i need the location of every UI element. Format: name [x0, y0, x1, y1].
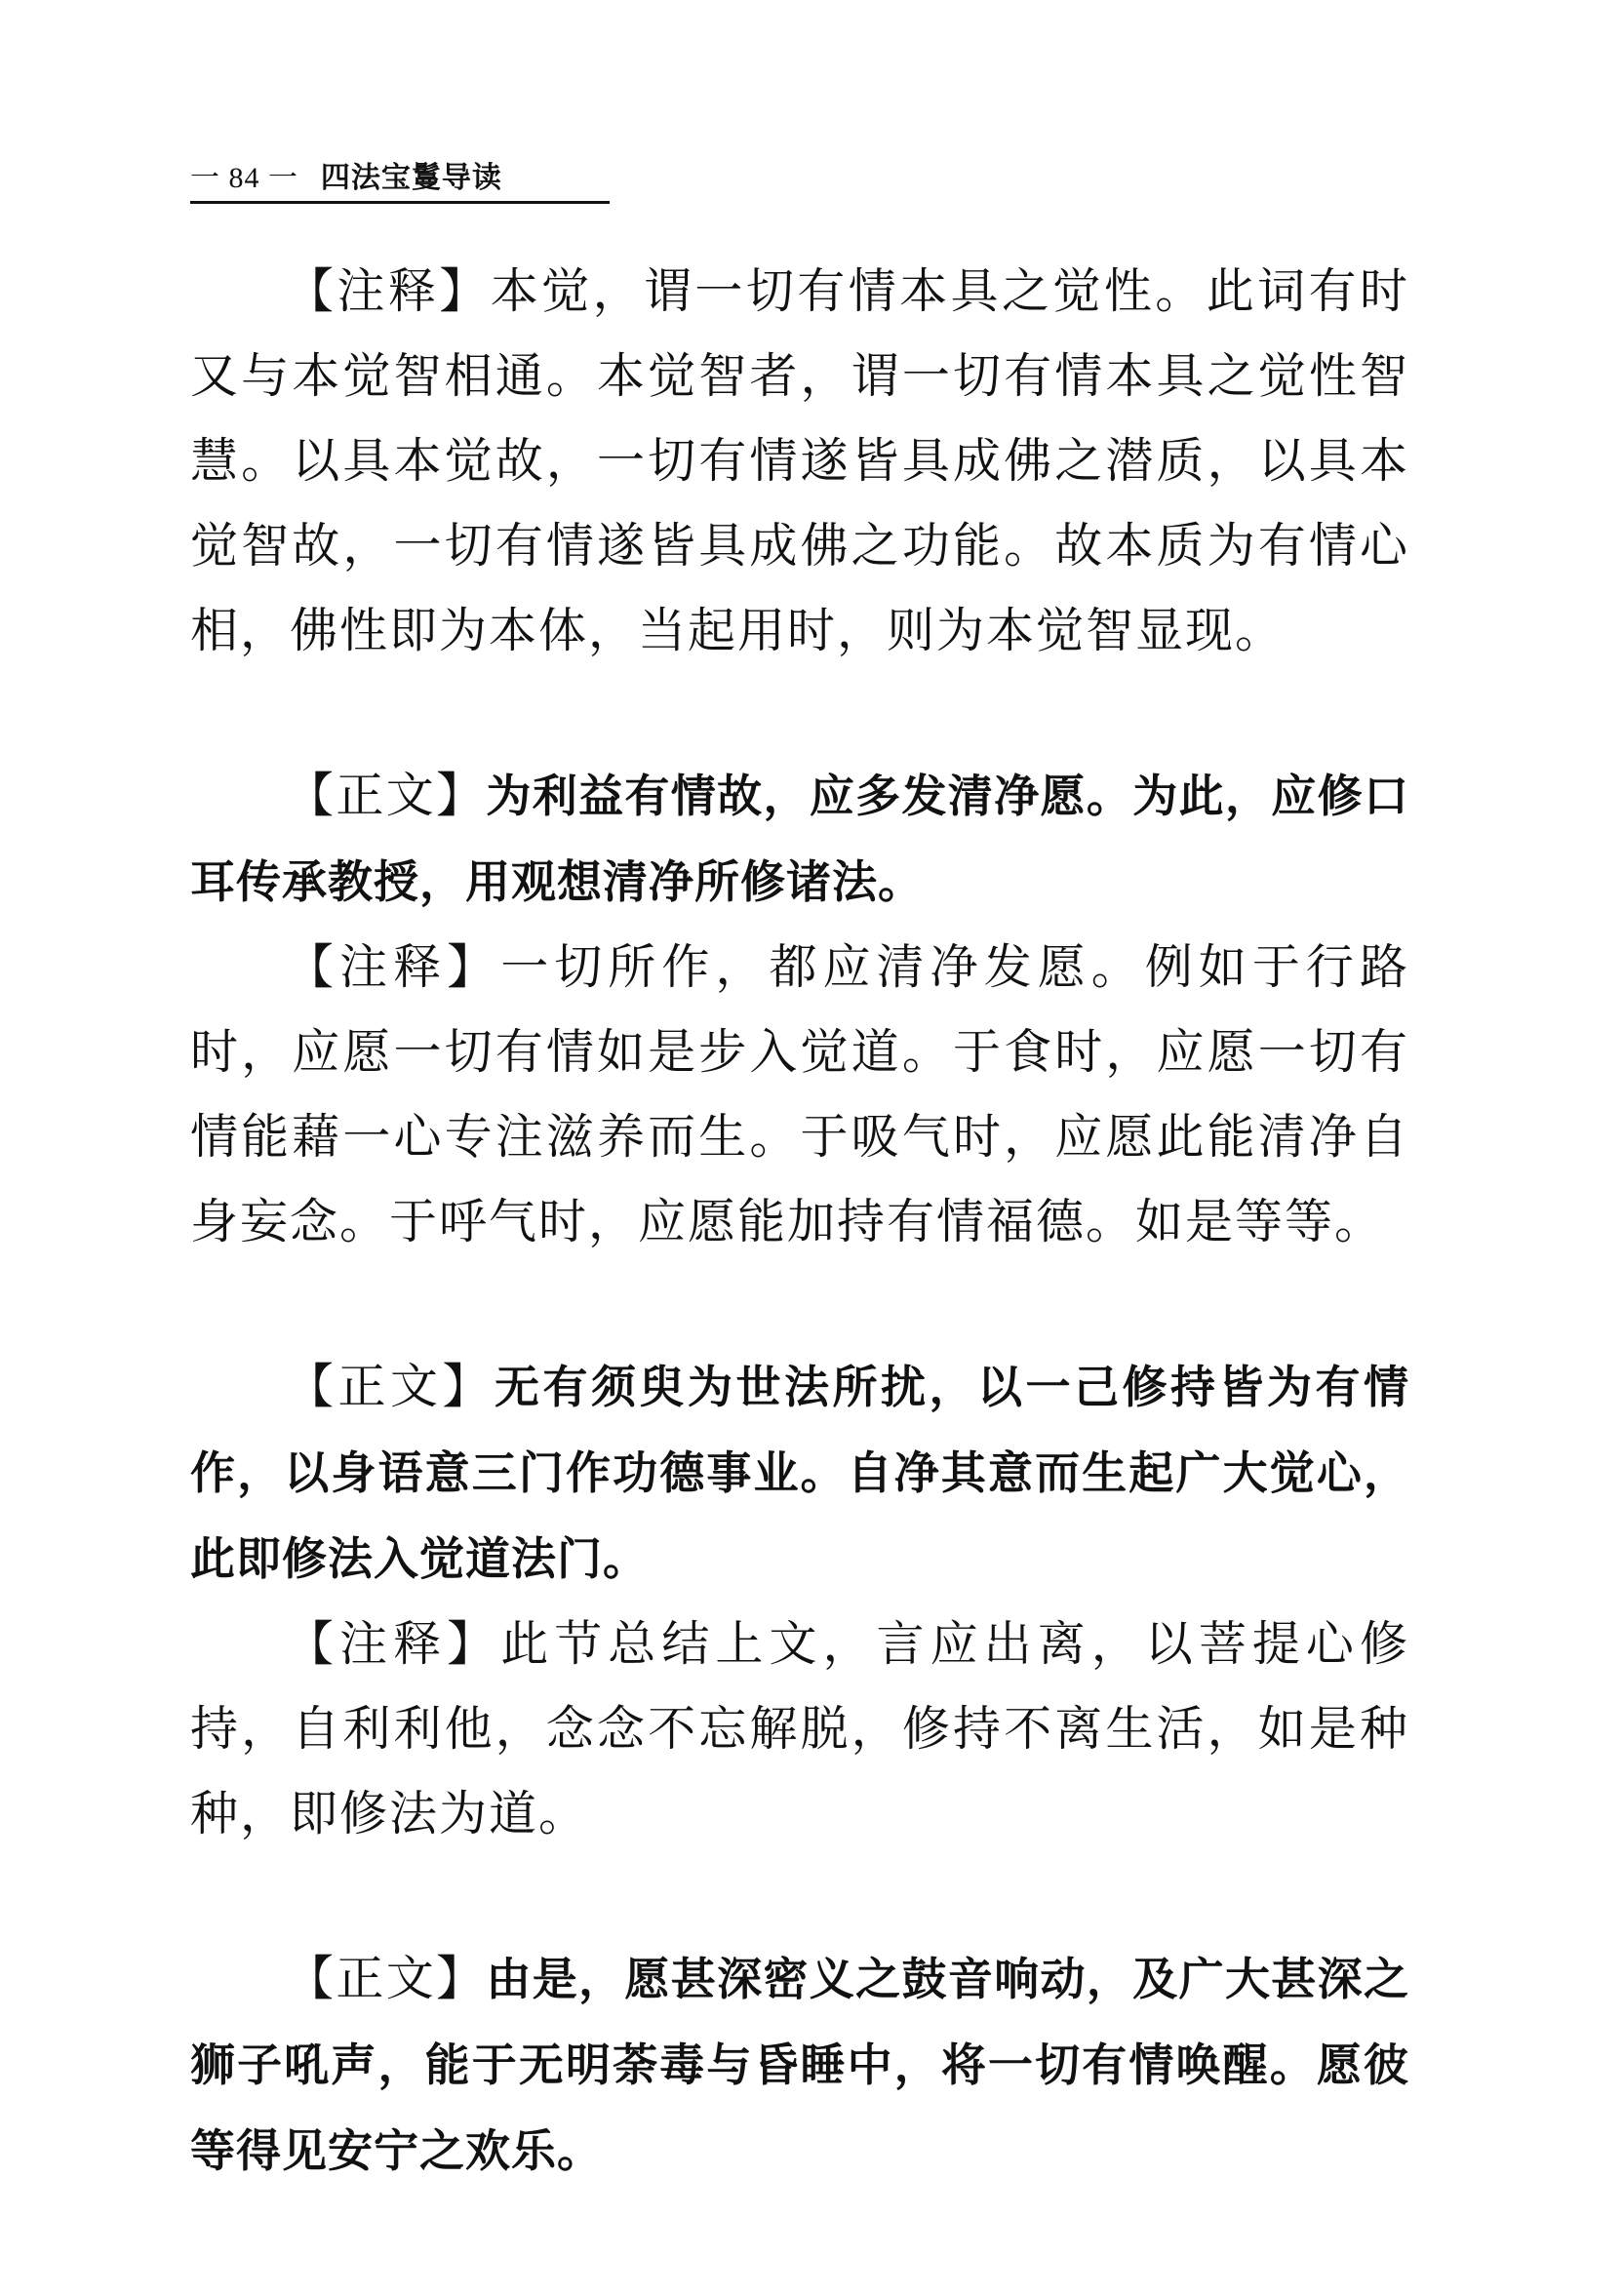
section-gap [190, 1856, 1409, 1936]
section-gap [190, 673, 1409, 753]
annotation-label: 【注释】 [286, 1616, 501, 1672]
main-text-paragraph [190, 1344, 1409, 1602]
main-text-body: 由是，愿甚深密义之鼓音响动，及广大甚深之狮子吼声，能于无明荼毒与昏睡中，将一切有情唤醒。愿彼等得见安宁之欢乐。 [190, 1953, 1409, 2177]
main-text-paragraph [190, 753, 1409, 925]
page-body [190, 249, 1409, 2194]
main-text-body: 无有须臾为世法所扰，以一己修持皆为有情作，以身语意三门作功德事业。自净其意而生起广大觉心，此即修法入觉道法门。 [190, 1361, 1409, 1585]
annotation-text: 本觉，谓一切有情本具之觉性。此词有时又与本觉智相通。本觉智者，谓一切有情本具之觉性智慧。以具本觉故，一切有情遂皆具成佛之潜质，以具本觉智故，一切有情遂皆具成佛之功能。故本质为有情心相，佛性即为本体，当起用时，则为本觉智显现。 [190, 263, 1409, 658]
section-gap [190, 1264, 1409, 1344]
annotation-paragraph [190, 925, 1409, 1264]
main-text-label: 【正文】 [286, 1359, 495, 1414]
main-text-label: 【正文】 [286, 768, 487, 823]
annotation-label: 【注释】 [286, 263, 491, 319]
main-text-paragraph [190, 1936, 1409, 2194]
book-title: 四法宝鬘导读 [320, 161, 502, 195]
annotation-text: 此节总结上文，言应出离，以菩提心修持，自利利他，念念不忘解脱，修持不离生活，如是种种，即修法为道。 [190, 1616, 1409, 1841]
annotation-label: 【注释】 [286, 939, 501, 995]
main-text-body: 为利益有情故，应多发清净愿。为此，应修口耳传承教授，用观想清净所修诸法。 [190, 770, 1409, 908]
page-number: 一 84 一 [190, 162, 298, 194]
running-header [190, 156, 610, 204]
annotation-paragraph [190, 249, 1409, 673]
main-text-label: 【正文】 [286, 1951, 487, 2006]
annotation-text: 一切所作，都应清净发愿。例如于行路时，应愿一切有情如是步入觉道。于食时，应愿一切有情能藉一心专注滋养而生。于吸气时，应愿此能清净自身妄念。于呼气时，应愿能加持有情福德。如是等等。 [190, 939, 1409, 1249]
annotation-paragraph [190, 1602, 1409, 1856]
